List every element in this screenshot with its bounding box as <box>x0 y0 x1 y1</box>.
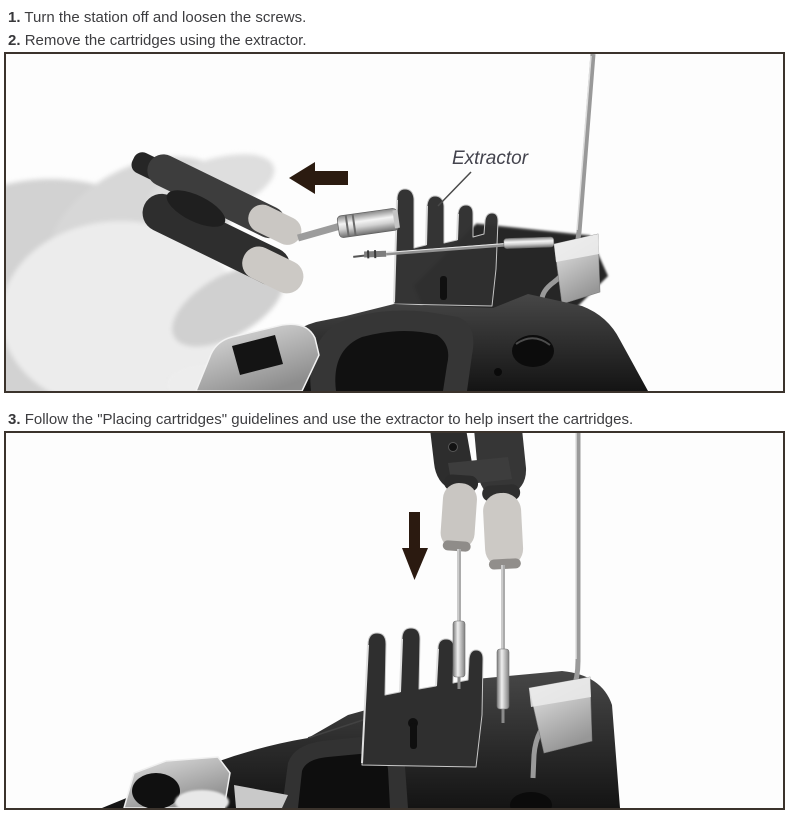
callout-leader-line <box>438 172 471 206</box>
step-3-text: Follow the "Placing cartridges" guidelines and use the extractor to help insert the cartridges. <box>25 411 633 428</box>
down-arrow-icon <box>402 512 428 580</box>
holder-bracket <box>554 234 600 304</box>
cartridge-right <box>497 565 509 723</box>
extractor-callout <box>438 148 529 206</box>
insert-cartridges-illustration <box>6 433 783 808</box>
cartridge-shaft <box>298 225 344 238</box>
figure-remove-cartridges <box>4 52 785 393</box>
step-2 <box>8 29 790 52</box>
remove-cartridges-illustration <box>6 54 783 391</box>
instructions-step3 <box>8 408 790 431</box>
grip-right <box>482 484 524 570</box>
cartridge-left <box>453 549 465 689</box>
left-arrow-icon <box>289 162 348 194</box>
step-1-text: Turn the station off and loosen the screws. <box>24 9 306 26</box>
figure-insert-cartridges <box>4 431 785 810</box>
step-1-number: 1. <box>8 9 21 26</box>
cartridge-tip <box>337 208 400 238</box>
step-3-number: 3. <box>8 411 21 428</box>
step-1 <box>8 6 790 29</box>
step-2-number: 2. <box>8 32 21 49</box>
instructions-top <box>8 6 790 52</box>
extractor-label: Extractor <box>452 148 529 169</box>
step-2-text: Remove the cartridges using the extractor. <box>25 32 307 49</box>
grip-left <box>439 474 478 552</box>
knob <box>512 335 554 367</box>
step-3 <box>8 408 790 431</box>
